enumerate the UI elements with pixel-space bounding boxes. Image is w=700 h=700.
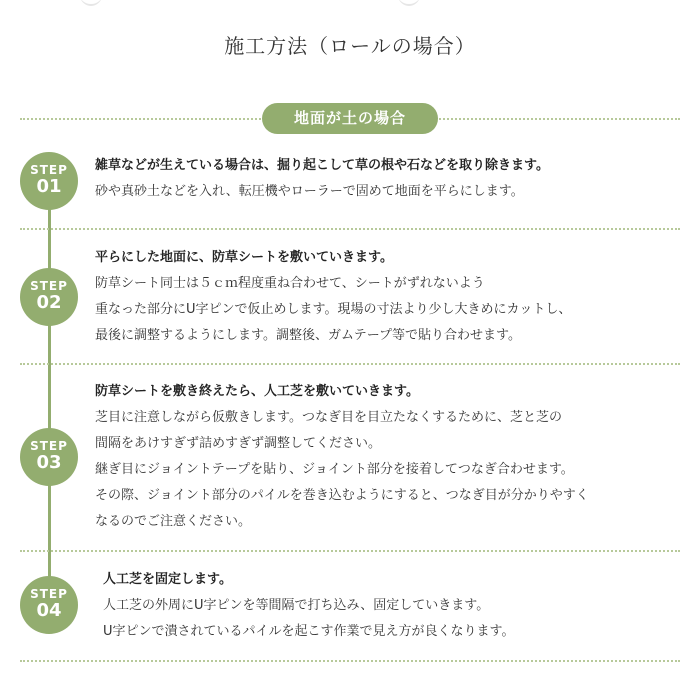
- step-03-line-4: その際、ジョイント部分のパイルを巻き込むようにすると、つなぎ目が分かりやすく: [95, 488, 589, 503]
- step-02-line-3: 最後に調整するようにします。調整後、ガムテープ等で貼り合わせます。: [95, 328, 522, 343]
- step-03-text: [95, 379, 685, 535]
- step-01-line-1: 砂や真砂土などを入れ、転圧機やローラーで固めて地面を平らにします。: [95, 184, 524, 199]
- step-02-line-1: 防草シート同士は５ｃｍ程度重ね合わせて、シートがずれないよう: [95, 276, 485, 291]
- step-04-text: [103, 567, 693, 645]
- step-badge-04: [20, 576, 78, 634]
- step-02-line-2: 重なった部分にU字ピンで仮止めします。現場の寸法より少し大きめにカットし、: [95, 302, 572, 317]
- step-badge-label: STEP: [30, 163, 68, 177]
- step-badge-number: 01: [36, 176, 62, 197]
- step-badge-01: [20, 152, 78, 210]
- divider: [20, 363, 680, 365]
- step-badge-number: 04: [36, 600, 62, 621]
- step-03-heading: 防草シートを敷き終えたら、人工芝を敷いていきます。: [95, 384, 419, 399]
- step-01-text: [95, 153, 685, 205]
- step-badge-label: STEP: [30, 587, 68, 601]
- step-03-line-1: 芝目に注意しながら仮敷きします。つなぎ目を目立たなくするために、芝と芝の: [95, 410, 562, 425]
- decorative-arc-right: [398, 0, 420, 6]
- step-02-text: [95, 245, 685, 349]
- step-connector-line: [48, 185, 51, 600]
- step-badge-number: 02: [36, 292, 62, 313]
- step-02-heading: 平らにした地面に、防草シートを敷いていきます。: [95, 250, 393, 265]
- divider: [20, 660, 680, 662]
- step-04-heading: 人工芝を固定します。: [103, 572, 232, 587]
- step-03-line-3: 継ぎ目にジョイントテープを貼り、ジョイント部分を接着してつなぎ合わせます。: [95, 462, 574, 477]
- step-04-line-1: 人工芝の外周にU字ピンを等間隔で打ち込み、固定していきます。: [103, 598, 490, 613]
- step-01-heading: 雑草などが生えている場合は、掘り起こして草の根や石などを取り除きます。: [95, 158, 549, 173]
- step-badge-label: STEP: [30, 439, 68, 453]
- divider: [20, 550, 680, 552]
- step-badge-number: 03: [36, 452, 62, 473]
- decorative-arc-left: [80, 0, 102, 6]
- step-04-line-2: U字ピンで潰されているパイルを起こす作業で見え方が良くなります。: [103, 624, 515, 639]
- step-badge-02: [20, 268, 78, 326]
- step-badge-03: [20, 428, 78, 486]
- divider: [20, 228, 680, 230]
- step-03-line-5: なるのでご注意ください。: [95, 514, 252, 529]
- section-label: 地面が土の場合: [262, 103, 438, 134]
- page-title: 施工方法（ロールの場合）: [224, 34, 476, 58]
- step-badge-label: STEP: [30, 279, 68, 293]
- step-03-line-2: 間隔をあけすぎず詰めすぎず調整してください。: [95, 436, 382, 451]
